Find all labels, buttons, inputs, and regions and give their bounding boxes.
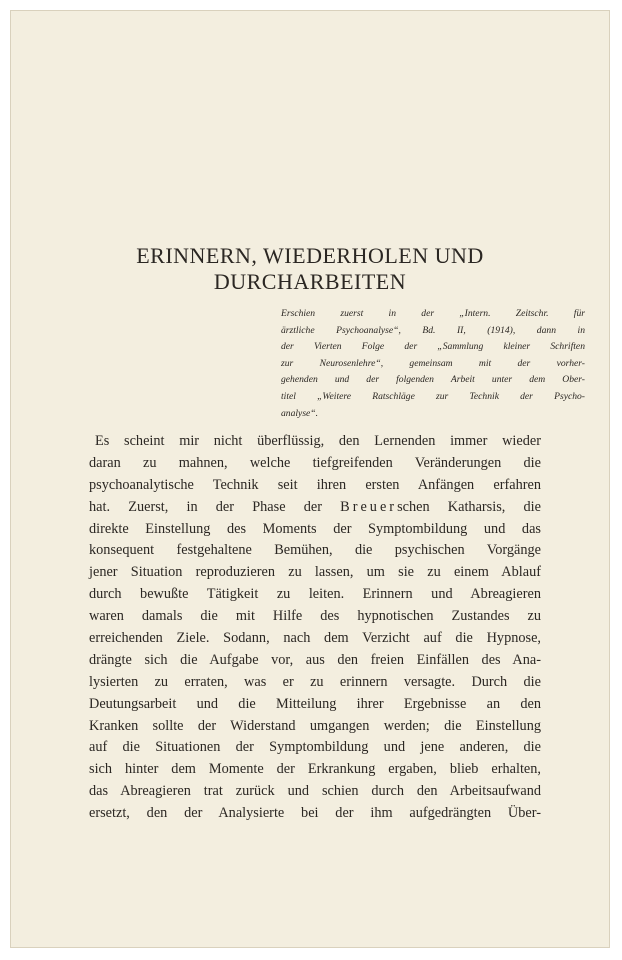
body-line: psychoanalytische Technik seit ihren ersten Anfängen erfahren: [89, 476, 541, 493]
note-line: ärztliche Psychoanalyse“, Bd. II, (1914), dann in: [281, 324, 585, 336]
body-line: durch bewußte Tätigkeit zu leiten. Erinnern und Abreagieren: [89, 586, 541, 603]
body-line: das Abreagieren trat zurück und schien durch den Arbeitsaufwand: [89, 783, 541, 800]
note-line: Erschien zuerst in der „Intern. Zeitschr. für: [281, 308, 585, 319]
body-line: sich hinter dem Momente der Erkrankung ergaben, blieb erhalten,: [89, 761, 541, 778]
body-line: [89, 497, 541, 519]
body-line: jener Situation reproduzieren zu lassen, um sie zu einem Ablauf: [89, 564, 541, 581]
body-line: lysierten zu erraten, was er zu erinnern versagte. Durch die: [89, 673, 541, 690]
body-line: direkte Einstellung des Moments der Symptombildung und das: [89, 520, 541, 537]
note-line: analyse“.: [281, 407, 319, 419]
body-line: auf die Situationen der Symptombildung und jene anderen, die: [89, 739, 541, 756]
note-line: zur Neurosenlehre“, gemeinsam mit der vorher-: [281, 357, 585, 369]
note-line: titel „Weitere Ratschläge zur Technik der Psycho-: [281, 390, 585, 402]
chapter-title-line-2: DURCHARBEITEN: [213, 269, 407, 294]
body-line: Es scheint mir nicht überflüssig, den Lernenden immer wieder: [95, 433, 541, 449]
book-page: [10, 10, 610, 948]
body-line: erreichenden Ziele. Sodann, nach dem Verzicht auf die Hypnose,: [89, 630, 541, 647]
body-text: [89, 431, 541, 825]
body-text-segment: schen Katharsis, die: [397, 498, 541, 515]
author-name-breuer: Breuer: [340, 498, 398, 515]
chapter-title-line-1: ERINNERN, WIEDERHOLEN UND: [136, 243, 484, 268]
body-line: konsequent festgehaltene Bemühen, die psychischen Vorgänge: [89, 542, 541, 559]
body-line: waren damals die mit Hilfe des hypnotischen Zustandes zu: [89, 608, 541, 625]
note-line: der Vierten Folge der „Sammlung kleiner Schriften: [281, 341, 585, 353]
body-line: ersetzt, den der Analysierte bei der ihm aufgedrängten Über-: [89, 805, 541, 822]
note-line: gehenden und der folgenden Arbeit unter dem Ober-: [281, 374, 585, 386]
body-line: Kranken sollte der Widerstand umgangen werden; die Einstellung: [89, 717, 541, 734]
body-text-segment: hat. Zuerst, in der Phase der: [89, 498, 322, 515]
body-line: Deutungsarbeit und die Mitteilung ihrer Ergebnisse an den: [89, 695, 541, 712]
body-line: daran zu mahnen, welche tiefgreifenden Veränderungen die: [89, 454, 541, 471]
publication-note: [281, 306, 585, 422]
body-line: drängte sich die Aufgabe vor, aus den freien Einfällen des Ana-: [89, 651, 541, 668]
